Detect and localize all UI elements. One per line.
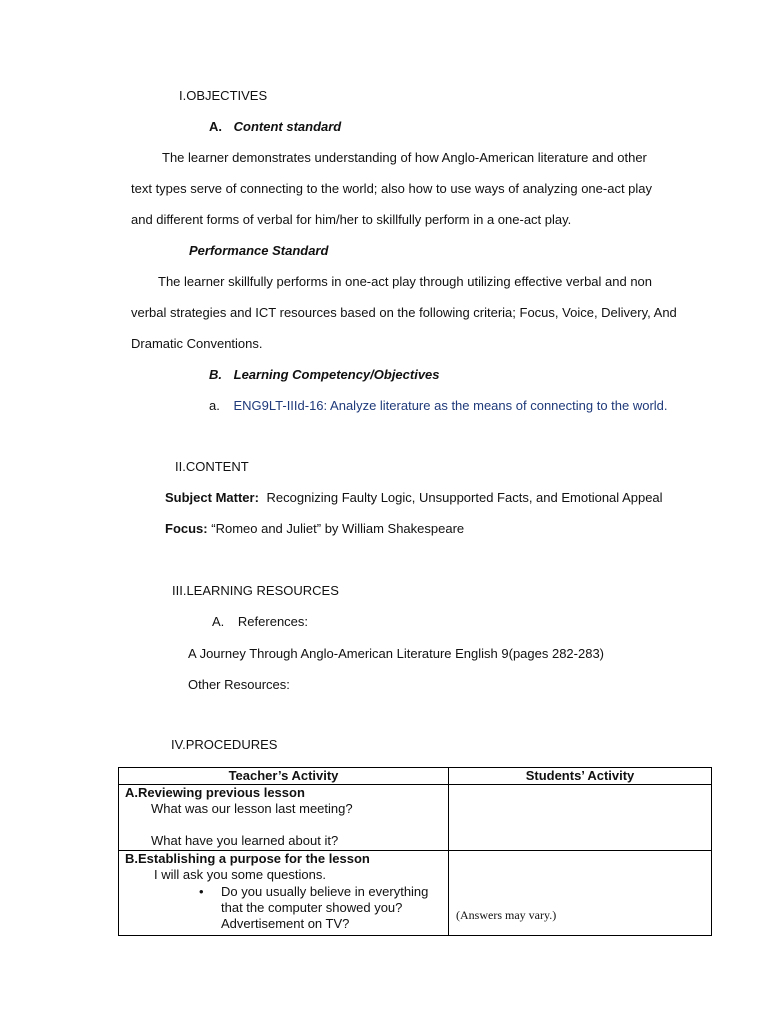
references bbox=[212, 614, 308, 630]
bullet-icon: • bbox=[199, 884, 204, 899]
performance-line-3: Dramatic Conventions. bbox=[131, 336, 263, 351]
teacher-cell-review bbox=[119, 785, 449, 851]
content-standard-heading bbox=[209, 119, 341, 135]
teacher-cell-purpose bbox=[119, 851, 449, 936]
review-question-2: What have you learned about it? bbox=[151, 833, 339, 848]
teacher-activity-header: Teacher’s Activity bbox=[119, 768, 449, 785]
procedures-table bbox=[118, 767, 712, 936]
learning-competency-marker: B. bbox=[209, 367, 222, 382]
content-standard-title: Content standard bbox=[233, 119, 342, 134]
purpose-intro: I will ask you some questions. bbox=[154, 867, 326, 882]
purpose-question-1: Do you usually believe in everything bbox=[221, 884, 429, 899]
objectives-heading: I.OBJECTIVES bbox=[179, 88, 268, 103]
purpose-title: B.Establishing a purpose for the lesson bbox=[125, 851, 370, 866]
subject-matter-label: Subject Matter: bbox=[165, 490, 259, 505]
students-cell-review bbox=[449, 785, 712, 851]
answers-note: (Answers may vary.) bbox=[456, 908, 557, 922]
performance-line-1: The learner skillfully performs in one-act play through utilizing effective verbal and non bbox=[158, 274, 653, 289]
resources-heading: III.LEARNING RESOURCES bbox=[172, 583, 339, 598]
content-standard-line-1: The learner demonstrates understanding of how Anglo-American literature and other bbox=[162, 150, 647, 165]
references-marker: A. bbox=[212, 614, 225, 629]
subject-matter-text: Recognizing Faulty Logic, Unsupported Facts, and Emotional Appeal bbox=[266, 490, 663, 505]
content-heading: II.CONTENT bbox=[175, 459, 249, 474]
students-activity-header: Students’ Activity bbox=[449, 768, 712, 785]
competency-item-text: ENG9LT-IIId-16: Analyze literature as the means of connecting to the world. bbox=[233, 398, 668, 413]
review-title: A.Reviewing previous lesson bbox=[125, 785, 305, 800]
content-standard-line-3: and different forms of verbal for him/her to skillfully perform in a one-act play. bbox=[131, 212, 572, 227]
focus bbox=[165, 521, 464, 537]
focus-label: Focus: bbox=[165, 521, 208, 536]
procedures-heading: IV.PROCEDURES bbox=[171, 737, 278, 752]
competency-item-marker: a. bbox=[209, 398, 220, 413]
content-standard-line-2: text types serve of connecting to the world; also how to use ways of analyzing one-act play bbox=[131, 181, 653, 196]
learning-competency-heading bbox=[209, 367, 440, 383]
review-question-1: What was our lesson last meeting? bbox=[151, 801, 353, 816]
purpose-question-2: that the computer showed you? bbox=[221, 900, 403, 915]
table-row bbox=[119, 851, 712, 936]
table-row bbox=[119, 785, 712, 851]
performance-line-2: verbal strategies and ICT resources based on the following criteria; Focus, Voice, Delivery, And bbox=[131, 305, 677, 320]
focus-text: “Romeo and Juliet” by William Shakespeare bbox=[211, 521, 465, 536]
content-standard-marker: A. bbox=[209, 119, 222, 134]
reference-book: A Journey Through Anglo-American Literature English 9(pages 282-283) bbox=[188, 646, 605, 661]
performance-standard-title: Performance Standard bbox=[189, 243, 329, 258]
table-header-row bbox=[119, 768, 712, 785]
students-cell-purpose bbox=[449, 851, 712, 936]
learning-competency-title: Learning Competency/Objectives bbox=[233, 367, 440, 382]
purpose-question-3: Advertisement on TV? bbox=[221, 916, 350, 931]
competency-item bbox=[209, 398, 668, 414]
subject-matter bbox=[165, 490, 663, 506]
other-resources: Other Resources: bbox=[188, 677, 290, 692]
references-label: References: bbox=[237, 614, 309, 629]
